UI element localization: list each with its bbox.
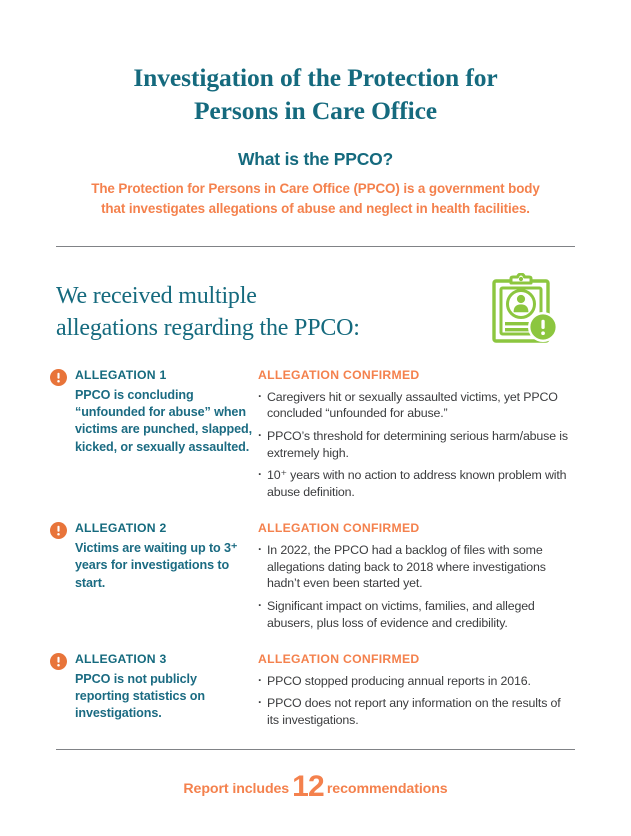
intro-line-2: that investigates allegations of abuse and neglect in health facilities.	[101, 200, 530, 216]
finding-bullet: · Caregivers hit or sexually assaulted victims, yet PPCO concluded “unfounded for abuse.”	[258, 389, 575, 422]
allegation-row	[50, 521, 575, 631]
finding-bullet: · Significant impact on victims, families, and alleged abusers, plus loss of evidence and credibility.	[258, 598, 575, 631]
findings-bullet-list	[258, 673, 575, 729]
finding-bullet: · PPCO’s threshold for determining serious harm/abuse is extremely high.	[258, 428, 575, 461]
header	[0, 0, 631, 218]
clipboard-alert-icon	[489, 273, 561, 352]
allegation-findings	[253, 368, 575, 500]
allegation-description: PPCO is concluding “unfounded for abuse” when victims are punched, slapped, kicked, or sexually assaulted.	[75, 387, 252, 454]
finding-bullet: · PPCO does not report any information on the results of its investigations.	[258, 695, 575, 728]
section-heading-line-1: We received multiple	[56, 283, 257, 310]
alert-circle-icon	[50, 522, 67, 539]
allegation-description: Victims are waiting up to 3⁺ years for investigations to start.	[75, 541, 238, 590]
findings-bullet-list	[258, 389, 575, 501]
allegation-description: PPCO is not publicly reporting statistics on investigations.	[75, 671, 205, 721]
page-title-line-2: Persons in Care Office	[193, 95, 438, 125]
allegation-confirmed-label: ALLEGATION CONFIRMED	[258, 368, 420, 383]
allegation-row	[50, 368, 575, 500]
finding-bullet: · 10⁺ years with no action to address known problem with abuse definition.	[258, 467, 575, 500]
allegation-label: ALLEGATION 2	[75, 521, 167, 536]
allegation-confirmed-label: ALLEGATION CONFIRMED	[258, 521, 420, 536]
allegation-summary	[50, 368, 253, 456]
section-heading-line-2: allegations regarding the PPCO:	[56, 314, 360, 341]
intro-paragraph	[56, 179, 575, 218]
alert-circle-icon	[50, 369, 67, 386]
subtitle-what-is-ppco: What is the PPCO?	[237, 149, 394, 170]
footer-prefix: Report includes	[183, 780, 290, 797]
allegation-findings	[253, 652, 575, 728]
allegation-summary-text	[75, 368, 253, 456]
page-title-line-1: Investigation of the Protection for	[133, 63, 498, 92]
section-heading	[56, 281, 360, 343]
divider-bottom	[56, 749, 575, 750]
allegation-summary	[50, 652, 253, 722]
intro-line-1: The Protection for Persons in Care Office (PPCO) is a government body	[91, 181, 540, 197]
allegation-summary-text	[75, 652, 253, 722]
footer-recommendations	[0, 767, 631, 801]
footer-recommendation-count: 12	[292, 769, 324, 803]
allegation-summary-text	[75, 521, 253, 591]
page-title	[70, 62, 561, 127]
footer-suffix: recommendations	[326, 780, 448, 797]
allegation-row	[50, 652, 575, 728]
allegation-label: ALLEGATION 1	[75, 368, 167, 383]
section-heading-band	[0, 247, 631, 352]
allegations-list	[0, 352, 631, 728]
allegation-confirmed-label: ALLEGATION CONFIRMED	[258, 652, 420, 667]
finding-bullet: · In 2022, the PPCO had a backlog of files with some allegations dating back to 2018 where investigations hadn’t even been started yet.	[258, 542, 575, 592]
alert-circle-icon	[50, 653, 67, 670]
findings-bullet-list	[258, 542, 575, 631]
allegation-label: ALLEGATION 3	[75, 652, 167, 667]
allegation-summary	[50, 521, 253, 591]
allegation-findings	[253, 521, 575, 631]
finding-bullet: · PPCO stopped producing annual reports in 2016.	[258, 673, 575, 690]
